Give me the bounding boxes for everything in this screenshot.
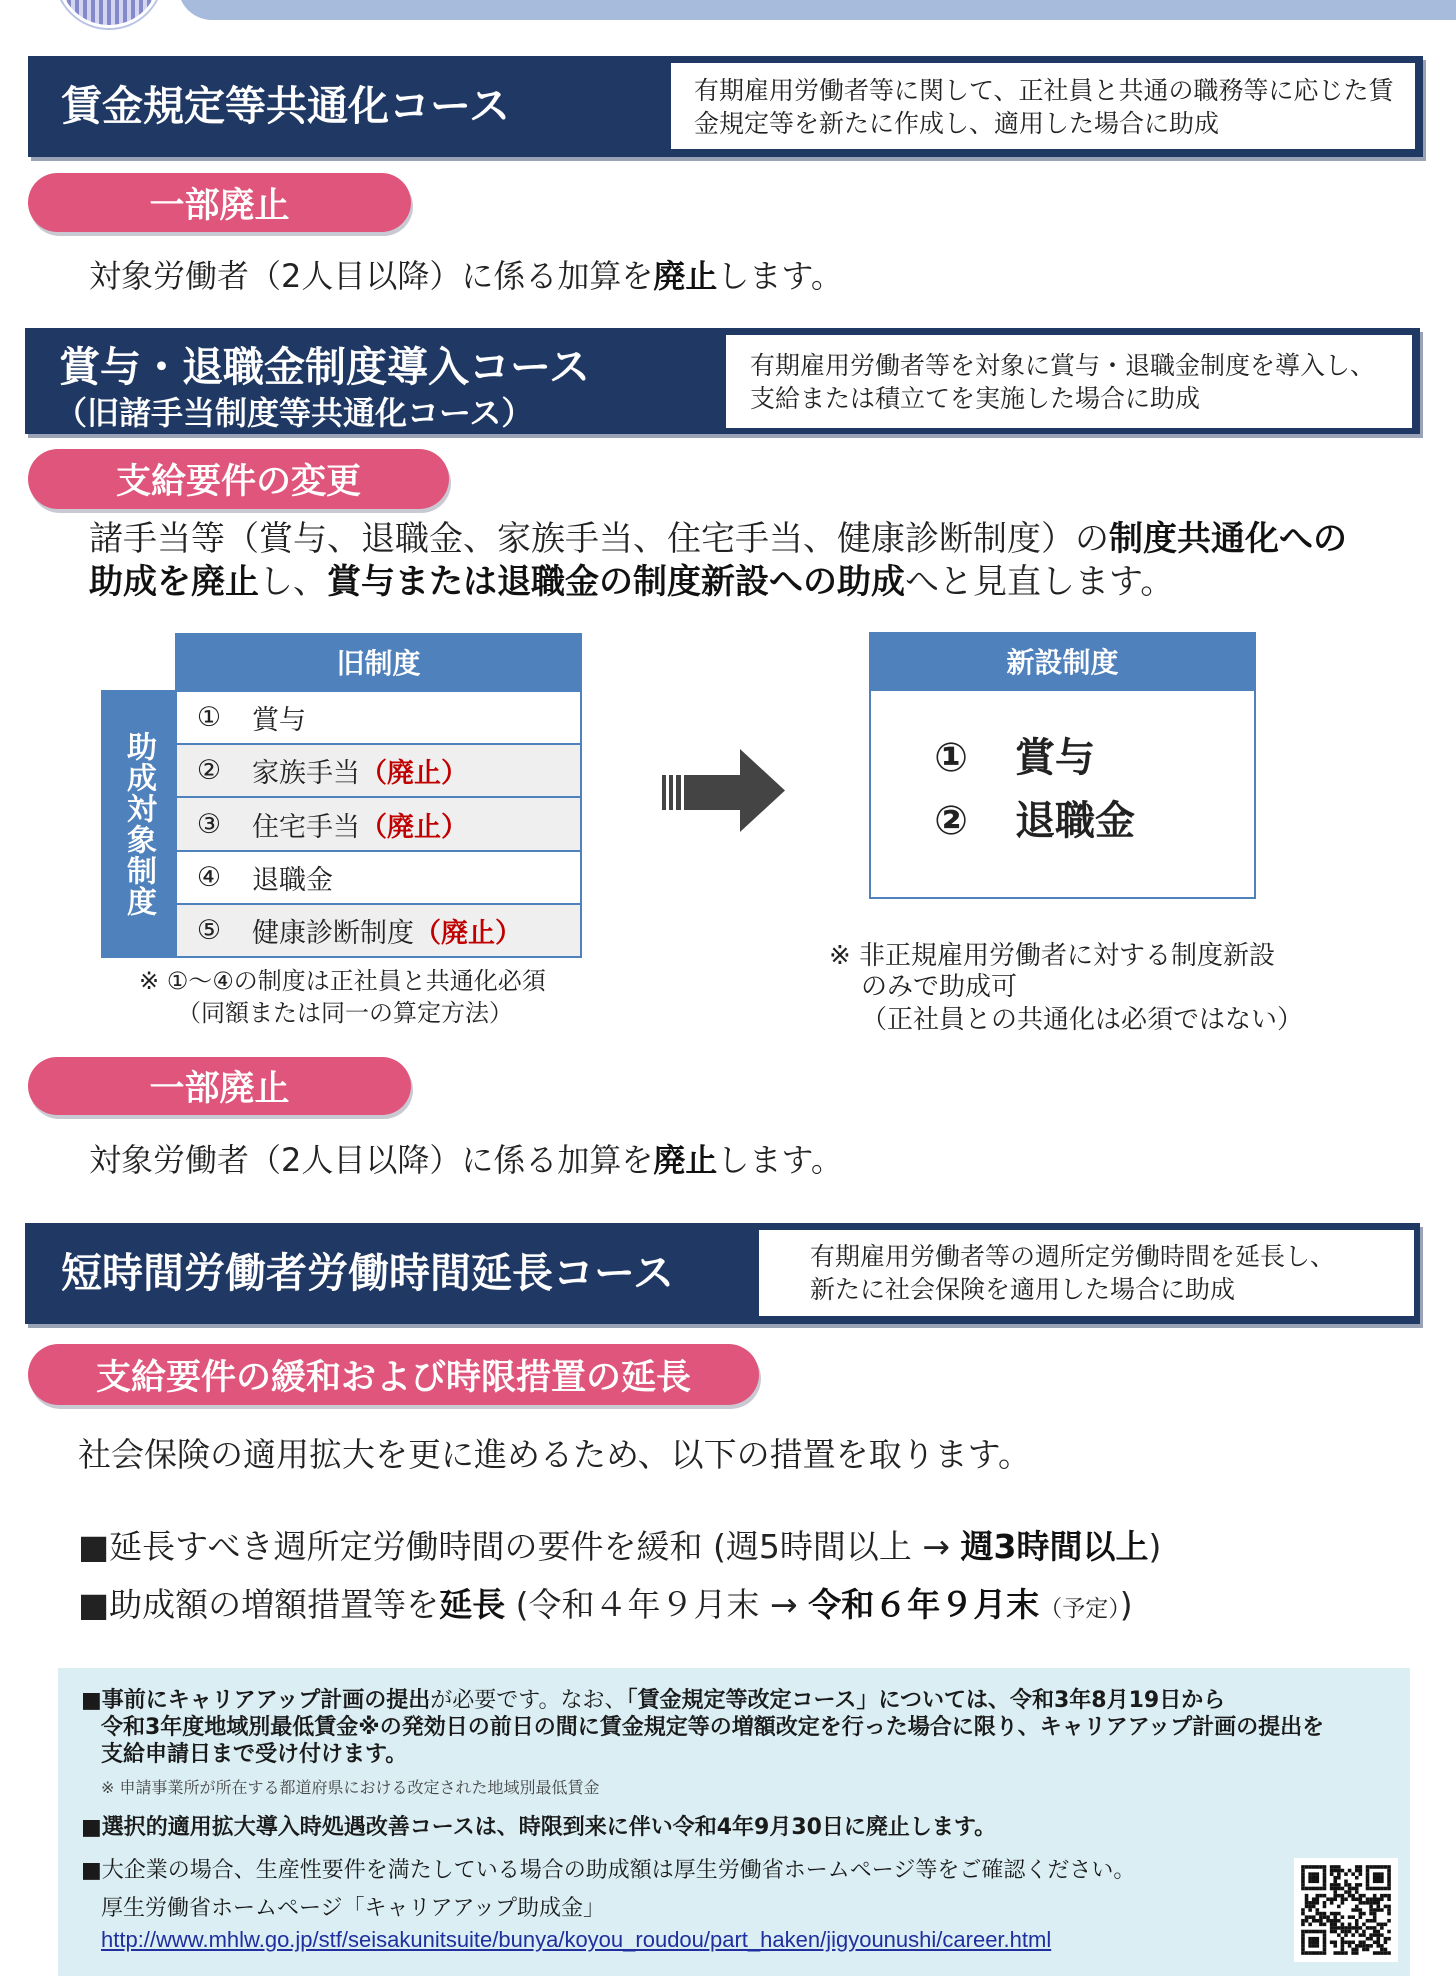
row-number: ① [196, 702, 222, 734]
measure-emphasis: 令和６年９月末 [808, 1585, 1040, 1624]
new-system-note: ※ 非正規雇用労働者に対する制度新設 [829, 941, 1276, 971]
statement-text: します。 [717, 257, 843, 295]
requirement-change-badge: 支給要件の変更 [28, 449, 449, 509]
row-label: 退職金 [252, 864, 333, 896]
partial-abolition-badge: 一部廃止 [28, 1057, 411, 1115]
statement-text: 対象労働者（2人目以降）に係る加算を [89, 1141, 654, 1179]
measure-text: (令和４年９月末 → [505, 1585, 809, 1624]
abolished-tag: （廃止） [360, 811, 468, 843]
change-emphasis: 制度共通化への [1109, 519, 1347, 559]
course-title: 賞与・退職金制度導入コース [59, 343, 590, 391]
item-label: 退職金 [1015, 798, 1135, 844]
note-text: 大企業の場合、生産性要件を満たしている場合の助成額は厚生労働省ホームページ等をご確認ください。 [101, 1858, 1136, 1883]
course-subtitle: （旧諸手当制度等共通化コース） [55, 394, 534, 432]
homepage-label: 厚生労働省ホームページ「キャリアアップ助成金」 [101, 1896, 606, 1921]
statement-emphasis: 廃止 [653, 257, 718, 295]
short-time-course-header [25, 1223, 1420, 1324]
row-number: ⑤ [196, 914, 222, 946]
row-number: ④ [196, 861, 222, 893]
course-title: 賃金規定等共通化コース [61, 82, 510, 130]
change-emphasis: 助成を廃止 [89, 562, 259, 602]
right-arrow-icon [662, 749, 785, 832]
note-emphasis: 支給申請日まで受け付けます。 [101, 1742, 408, 1767]
course-description [759, 1230, 1414, 1316]
measure-small-text: （予定） [1039, 1596, 1120, 1622]
abolition-statement [89, 1140, 843, 1180]
note-advance-plan-continued [101, 1714, 1324, 1741]
old-system-header: 旧制度 [175, 633, 582, 690]
row-label: 健康診断制度 [252, 917, 414, 949]
note-emphasis: 事前にキャリアアップ計画の提出 [101, 1688, 431, 1713]
bullet: ■ [81, 1858, 102, 1883]
qr-code[interactable] [1294, 1858, 1398, 1962]
measure-bullet [78, 1584, 1133, 1630]
measure-emphasis: 週3時間以上 [960, 1527, 1149, 1566]
new-system-note: （正社員との共通化は必須ではない） [861, 1005, 1304, 1035]
item-label: 賞与 [1015, 735, 1095, 781]
row-number: ③ [196, 808, 222, 840]
change-text: し、 [259, 562, 327, 602]
new-system-item [871, 797, 1254, 845]
description-line: 金規定等を新たに作成し、適用した場合に助成 [694, 109, 1220, 138]
table-row [177, 692, 580, 745]
measure-emphasis: 延長 [439, 1585, 506, 1624]
statement-emphasis: 廃止 [653, 1141, 718, 1179]
row-number: ② [196, 755, 222, 787]
table-row [177, 905, 580, 956]
requirement-relaxation-badge: 支給要件の緩和および時限措置の延長 [28, 1344, 759, 1405]
measure-text: ■延長すべき週所定労働時間の要件を緩和 (週5時間以上 → [78, 1527, 961, 1566]
item-number: ② [934, 798, 968, 844]
new-system-note: のみで助成可 [861, 972, 1018, 1002]
change-description [89, 518, 1347, 604]
abolition-statement [89, 256, 843, 296]
description-line: 有期雇用労働者等に関して、正社員と共通の職務等に応じた賃 [694, 76, 1394, 105]
change-text: 諸手当等（賞与、退職金、家族手当、住宅手当、健康診断制度）の [89, 519, 1109, 559]
statement-text: します。 [717, 1141, 843, 1179]
row-label: 家族手当 [252, 758, 360, 790]
course-description [726, 335, 1412, 428]
change-text: へと見直します。 [905, 562, 1175, 602]
minimum-wage-footnote: ※ 申請事業所が所在する都道府県における改定された地域別最低賃金 [101, 1778, 600, 1797]
item-number: ① [934, 735, 968, 781]
bullet: ■ [81, 1815, 102, 1840]
measure-text: ) [1119, 1585, 1133, 1624]
description-line: 新たに社会保険を適用した場合に助成 [810, 1275, 1236, 1304]
description-line: 有期雇用労働者等を対象に賞与・退職金制度を導入し、 [750, 351, 1376, 380]
career-up-subsidy-link[interactable]: http://www.mhlw.go.jp/stf/seisakunitsuite/bunya/koyou_roudou/part_haken/jigyounushi/career.html [101, 1927, 1052, 1952]
note-advance-plan-continued [101, 1741, 407, 1768]
change-emphasis: 賞与または退職金の制度新設への助成 [327, 562, 905, 602]
course-title: 短時間労働者労働時間延長コース [61, 1249, 674, 1297]
bonus-retirement-course-header [25, 328, 1420, 434]
measures-intro: 社会保険の適用拡大を更に進めるため、以下の措置を取ります。 [78, 1435, 1032, 1474]
note-abolition [81, 1814, 996, 1841]
note-emphasis: 「賃金規定等改定コース」については、令和3年8月19日から [626, 1688, 1226, 1713]
subsidy-target-column [101, 690, 175, 958]
description-line: 支給または積立てを実施した場合に助成 [750, 384, 1201, 413]
note-large-company [81, 1857, 1135, 1884]
old-system-table [175, 690, 582, 958]
new-system-header: 新設制度 [869, 632, 1256, 689]
new-system-item [871, 734, 1254, 782]
measure-bullet [78, 1526, 1161, 1568]
note-advance-plan [81, 1687, 1225, 1714]
note-emphasis: 令和3年度地域別最低賃金※の発効日の前日の間に賃金規定等の増額改定を行った場合に限り、キャリアアップ計画の提出を [101, 1715, 1325, 1740]
change-line-2 [89, 561, 1347, 604]
measure-text: ) [1148, 1527, 1162, 1566]
old-system-note: ※ ①〜④の制度は正社員と共通化必須 [139, 967, 546, 995]
partial-abolition-badge: 一部廃止 [28, 173, 411, 232]
table-row [177, 798, 580, 851]
row-label: 賞与 [252, 705, 306, 737]
description-line: 有期雇用労働者等の週所定労働時間を延長し、 [810, 1242, 1336, 1271]
wage-rule-course-header [28, 56, 1423, 157]
note-text: が必要です。なお、 [430, 1688, 627, 1713]
table-row [177, 852, 580, 905]
row-label: 住宅手当 [252, 811, 360, 843]
abolished-tag: （廃止） [360, 758, 468, 790]
new-system-box [869, 689, 1256, 899]
course-description [671, 63, 1415, 149]
subsidy-target-label: 助成対象制度 [121, 731, 156, 917]
change-line-1 [89, 518, 1347, 561]
statement-text: 対象労働者（2人目以降）に係る加算を [89, 257, 654, 295]
note-emphasis: 選択的適用拡大導入時処遇改善コースは、時限到来に伴い令和4年9月30日に廃止します。 [101, 1815, 997, 1840]
bullet: ■ [81, 1688, 102, 1713]
header-circle-decoration [56, 0, 162, 28]
measure-text: ■助成額の増額措置等を [78, 1585, 440, 1624]
header-band [178, 0, 1456, 20]
table-row [177, 745, 580, 798]
abolished-tag: （廃止） [414, 917, 522, 949]
old-system-note: （同額または同一の算定方法） [177, 999, 513, 1027]
